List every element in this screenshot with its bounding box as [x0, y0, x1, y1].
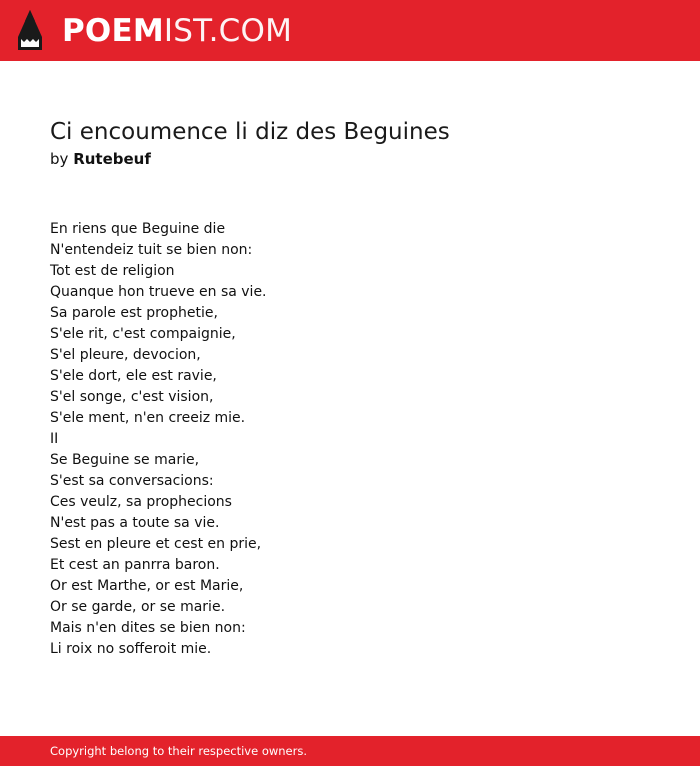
poem-line: S'el pleure, devocion, [50, 347, 201, 363]
poem-line: II [50, 431, 59, 447]
poem-line: S'ele rit, c'est compaignie, [50, 326, 236, 342]
poem-line: Or se garde, or se marie. [50, 599, 226, 615]
poem-line: Tot est de religion [50, 263, 175, 279]
site-header [0, 0, 700, 61]
brand-strong: POEM [62, 13, 164, 49]
poem-line: Sest en pleure et cest en prie, [50, 536, 262, 552]
poem-line: N'entendeiz tuit se bien non: [50, 242, 253, 258]
poem-line: Li roix no sofferoit mie. [50, 641, 212, 657]
poem-line: S'est sa conversacions: [50, 473, 214, 489]
poem-line: Quanque hon trueve en sa vie. [50, 284, 267, 300]
poem-line: S'ele dort, ele est ravie, [50, 368, 217, 384]
poem-line: S'ele ment, n'en creeiz mie. [50, 410, 246, 426]
poem-line: Mais n'en dites se bien non: [50, 620, 246, 636]
poem-body [50, 219, 650, 660]
site-footer [0, 736, 700, 766]
pencil-tip-icon[interactable] [17, 9, 43, 51]
poem-line: S'el songe, c'est vision, [50, 389, 214, 405]
author-name: Rutebeuf [73, 150, 151, 168]
copyright-text: Copyright belong to their respective owners. [50, 744, 308, 758]
poem-line: Se Beguine se marie, [50, 452, 200, 468]
poem-line: En riens que Beguine die [50, 221, 226, 237]
byline [50, 149, 151, 169]
poem-line: Et cest an panrra baron. [50, 557, 220, 573]
poem-title: Ci encoumence li diz des Beguines [50, 119, 450, 145]
byline-prefix: by [50, 150, 69, 168]
poem-line: Or est Marthe, or est Marie, [50, 578, 244, 594]
poem-line: Ces veulz, sa prophecions [50, 494, 232, 510]
site-logo-link[interactable] [62, 11, 292, 51]
poem-line: Sa parole est prophetie, [50, 305, 218, 321]
poem-line: N'est pas a toute sa vie. [50, 515, 220, 531]
brand-light: IST.COM [163, 13, 293, 49]
